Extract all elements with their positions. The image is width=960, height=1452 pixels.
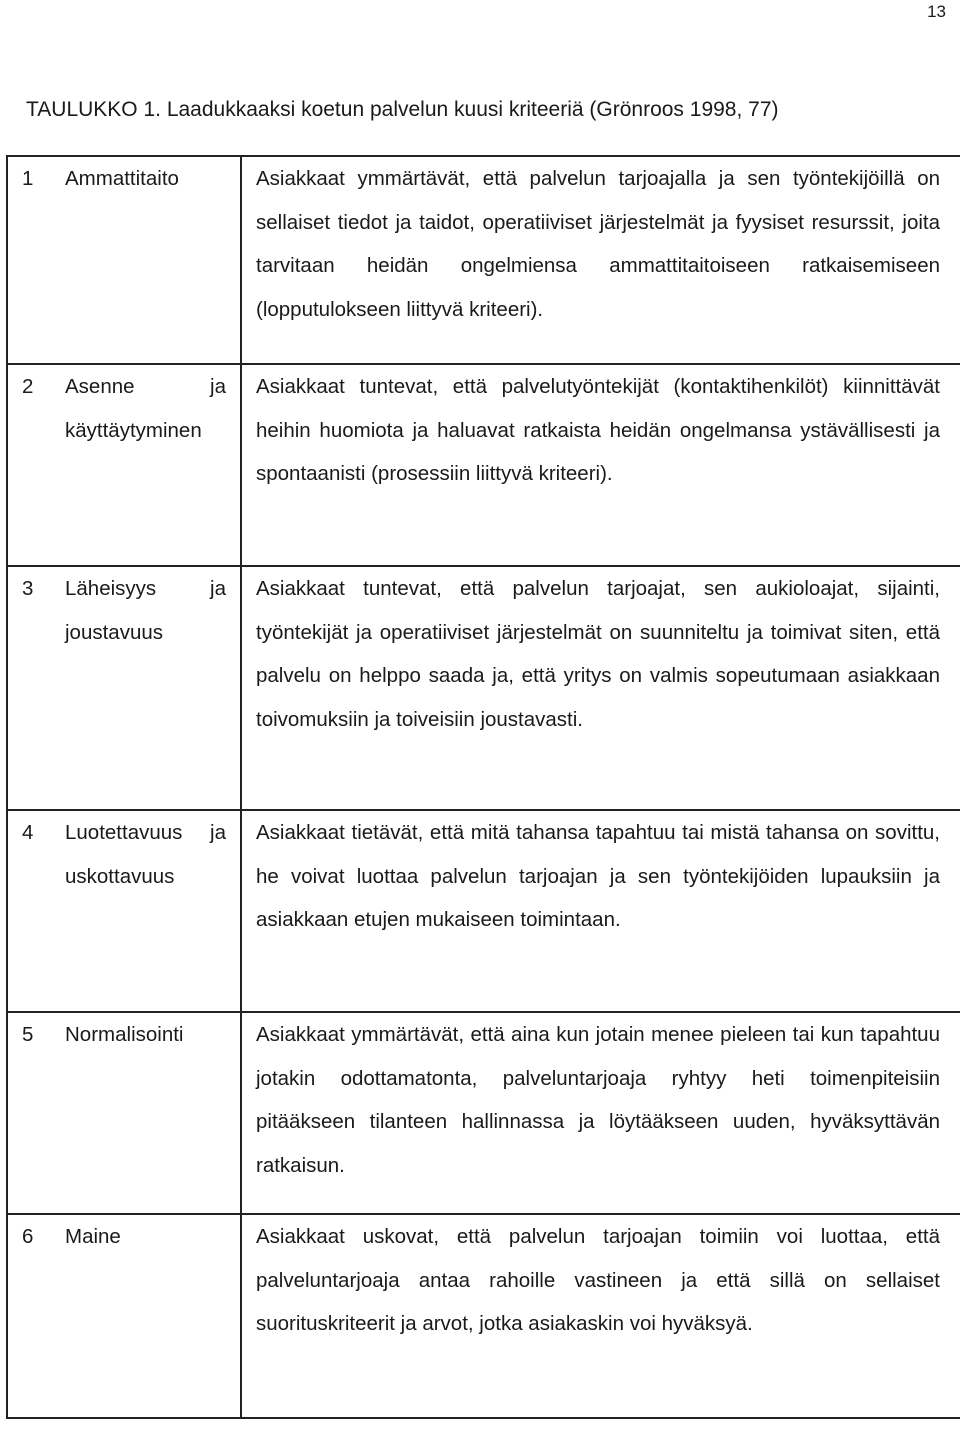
row-number: 6 <box>22 1225 34 1248</box>
row-number: 5 <box>22 1023 34 1046</box>
table-row <box>8 1013 960 1215</box>
criterion-name: Ammattitaito <box>55 157 242 363</box>
criterion-name: Asenne ja käyttäytyminen <box>55 365 242 565</box>
table-row <box>8 365 960 567</box>
table-caption: TAULUKKO 1. Laadukkaaksi koetun palvelun kuusi kriteeriä (Grönroos 1998, 77) <box>26 98 779 121</box>
criterion-description: Asiakkaat tuntevat, että palvelun tarjoajat, sen aukioloajat, sijainti, työntekijät ja operatiiviset järjestelmät on suunniteltu ja toimivat siten, että palvelu on helppo saada ja, että yritys on valmis sopeutumaan asiakkaan toivomuksiin ja toiveisiin joustavasti. <box>256 577 940 731</box>
criterion-description: Asiakkaat tietävät, että mitä tahansa tapahtuu tai mistä tahansa on sovittu, he voivat luottaa palvelun tarjoajan ja sen työntekijöiden lupauksiin ja asiakkaan etujen mukaiseen toimintaan. <box>256 821 940 931</box>
row-number: 2 <box>22 375 34 398</box>
page-number: 13 <box>927 2 946 21</box>
criterion-description: Asiakkaat tuntevat, että palvelutyöntekijät (kontaktihenkilöt) kiinnittävät heihin huomiota ja haluavat ratkaista heidän ongelmansa ystävällisesti ja spontaanisti (prosessiin liittyvä kriteeri). <box>256 375 940 485</box>
table-row <box>8 567 960 811</box>
row-number: 4 <box>22 821 34 844</box>
row-number: 3 <box>22 577 34 600</box>
criterion-description: Asiakkaat ymmärtävät, että aina kun jotain menee pieleen tai kun tapahtuu jotakin odottamatonta, palveluntarjoaja ryhtyy heti toimenpiteisiin pitääkseen tilanteen hallinnassa ja löytääkseen uuden, hyväksyttävän ratkaisun. <box>256 1023 940 1177</box>
criterion-description: Asiakkaat ymmärtävät, että palvelun tarjoajalla ja sen työntekijöillä on sellaiset tiedot ja taidot, operatiiviset järjestelmät ja fyysiset resurssit, joita tarvitaan heidän ongelmiensa ammattitaitoiseen ratkaisemiseen (lopputulokseen liittyvä kriteeri). <box>256 167 940 321</box>
criterion-name: Läheisyys ja joustavuus <box>55 567 242 809</box>
table-row <box>8 157 960 365</box>
table-row <box>8 811 960 1013</box>
criterion-name: Luotettavuus ja uskottavuus <box>55 811 242 1011</box>
row-number: 1 <box>22 167 34 190</box>
table-row <box>8 1215 960 1417</box>
criterion-name: Normalisointi <box>55 1013 242 1213</box>
criterion-name: Maine <box>55 1215 242 1417</box>
criterion-description: Asiakkaat uskovat, että palvelun tarjoajan toimiin voi luottaa, että palveluntarjoaja antaa rahoille vastineen ja että sillä on sellaiset suorituskriteerit ja arvot, jotka asiakaskin voi hyväksyä. <box>256 1225 940 1335</box>
criteria-table <box>6 155 960 1419</box>
